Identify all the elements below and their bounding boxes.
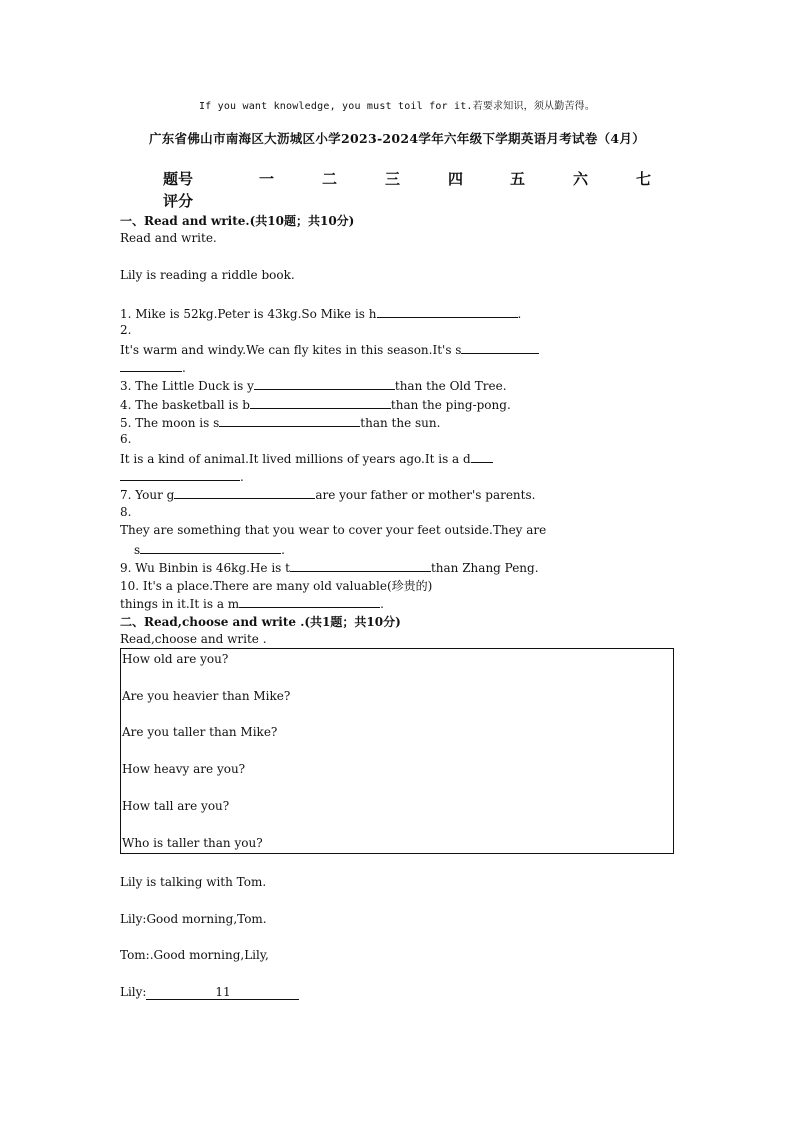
question-5-tail: than the sun. bbox=[360, 416, 441, 430]
blank-number-11: 11 bbox=[215, 985, 231, 999]
question-2-num: 2. bbox=[120, 323, 132, 337]
question-7 bbox=[120, 486, 535, 502]
answer-blank-9[interactable] bbox=[290, 559, 431, 572]
page-title: 广东省佛山市南海区大沥城区小学2023-2024学年六年级下学期英语月考试卷（4月） bbox=[148, 131, 646, 146]
option-6: Who is taller than you? bbox=[122, 836, 263, 850]
question-3-tail: than the Old Tree. bbox=[394, 379, 507, 393]
question-3-text: 3. The Little Duck is y bbox=[120, 379, 254, 393]
question-8-period: . bbox=[281, 543, 285, 557]
answer-blank-8[interactable] bbox=[140, 541, 281, 554]
dialogue-line-2: Tom:.Good morning,Lily, bbox=[120, 948, 269, 962]
question-2-period: . bbox=[182, 361, 186, 375]
score-col-1: 一 bbox=[259, 170, 275, 188]
option-5: How tall are you? bbox=[122, 799, 230, 813]
question-7-tail: are your father or mother's parents. bbox=[315, 488, 536, 502]
answer-blank-6b[interactable] bbox=[120, 468, 240, 481]
question-1-text: 1. Mike is 52kg.Peter is 43kg.So Mike is h bbox=[120, 307, 377, 321]
answer-blank-4[interactable] bbox=[250, 396, 391, 409]
question-4-tail: than the ping-pong. bbox=[390, 398, 511, 412]
question-6-text: It is a kind of animal.It lived millions of years ago.It is a d bbox=[120, 452, 471, 466]
section2-heading: 二、Read,choose and write .(共1题；共10分) bbox=[120, 615, 401, 629]
dialogue-line-3 bbox=[120, 985, 299, 1000]
question-7-text: 7. Your g bbox=[120, 488, 175, 502]
question-6 bbox=[120, 450, 673, 466]
question-9 bbox=[120, 559, 539, 575]
question-5-text: 5. The moon is s bbox=[120, 416, 220, 430]
score-col-7: 七 bbox=[636, 170, 652, 188]
question-10-text: things in it.It is a m bbox=[120, 597, 240, 611]
question-8-cont bbox=[134, 541, 285, 557]
option-2: Are you heavier than Mike? bbox=[122, 689, 291, 703]
option-1: How old are you? bbox=[122, 652, 229, 666]
question-6-num: 6. bbox=[120, 432, 132, 446]
answer-blank-5[interactable] bbox=[219, 414, 360, 427]
options-box bbox=[120, 648, 674, 854]
answer-blank-6a[interactable] bbox=[471, 450, 493, 463]
dialogue-line-3-label: Lily: bbox=[120, 985, 147, 999]
score-col-3: 三 bbox=[385, 170, 401, 188]
answer-blank-2b[interactable] bbox=[120, 359, 182, 372]
question-2-text: It's warm and windy.We can fly kites in this season.It's s bbox=[120, 343, 462, 357]
dialogue-line-1: Lily:Good morning,Tom. bbox=[120, 912, 267, 926]
section1-instruction: Read and write. bbox=[120, 231, 217, 245]
option-4: How heavy are you? bbox=[122, 762, 246, 776]
score-label-score: 评分 bbox=[163, 192, 194, 210]
question-8: They are something that you wear to cover your feet outside.They are bbox=[120, 523, 547, 537]
option-3: Are you taller than Mike? bbox=[122, 725, 278, 739]
question-6-cont bbox=[120, 468, 244, 484]
question-9-text: 9. Wu Binbin is 46kg.He is t bbox=[120, 561, 290, 575]
question-1 bbox=[120, 305, 521, 321]
question-4 bbox=[120, 396, 511, 412]
question-2 bbox=[120, 341, 673, 357]
score-col-5: 五 bbox=[510, 170, 526, 188]
answer-blank-2a[interactable] bbox=[461, 341, 539, 354]
question-4-text: 4. The basketball is b bbox=[120, 398, 250, 412]
dialogue-intro: Lily is talking with Tom. bbox=[120, 875, 267, 889]
answer-blank-3[interactable] bbox=[254, 377, 395, 390]
question-2-cont bbox=[120, 359, 186, 375]
score-label-no: 题号 bbox=[163, 170, 194, 188]
question-9-tail: than Zhang Peng. bbox=[430, 561, 539, 575]
motto: If you want knowledge, you must toil for it.若要求知识，须从勤苦得。 bbox=[198, 101, 596, 112]
question-8-s: s bbox=[134, 543, 141, 557]
answer-blank-7[interactable] bbox=[174, 486, 315, 499]
score-col-2: 二 bbox=[322, 170, 338, 188]
score-col-4: 四 bbox=[448, 170, 464, 188]
answer-blank-1[interactable] bbox=[377, 305, 518, 318]
question-6-period: . bbox=[240, 470, 244, 484]
question-3 bbox=[120, 377, 507, 393]
section1-heading: 一、Read and write.(共10题；共10分) bbox=[120, 214, 355, 228]
answer-blank-11[interactable] bbox=[146, 985, 299, 1000]
question-10-cont bbox=[120, 595, 384, 611]
answer-blank-10[interactable] bbox=[239, 595, 380, 608]
question-8-num: 8. bbox=[120, 505, 132, 519]
section2-instruction: Read,choose and write . bbox=[120, 632, 267, 646]
question-10: 10. It's a place.There are many old valuable(珍贵的) bbox=[120, 579, 433, 593]
score-col-6: 六 bbox=[573, 170, 589, 188]
question-1-period: . bbox=[517, 307, 522, 321]
question-10-period: . bbox=[380, 597, 384, 611]
section1-intro: Lily is reading a riddle book. bbox=[120, 268, 295, 282]
question-5 bbox=[120, 414, 440, 430]
